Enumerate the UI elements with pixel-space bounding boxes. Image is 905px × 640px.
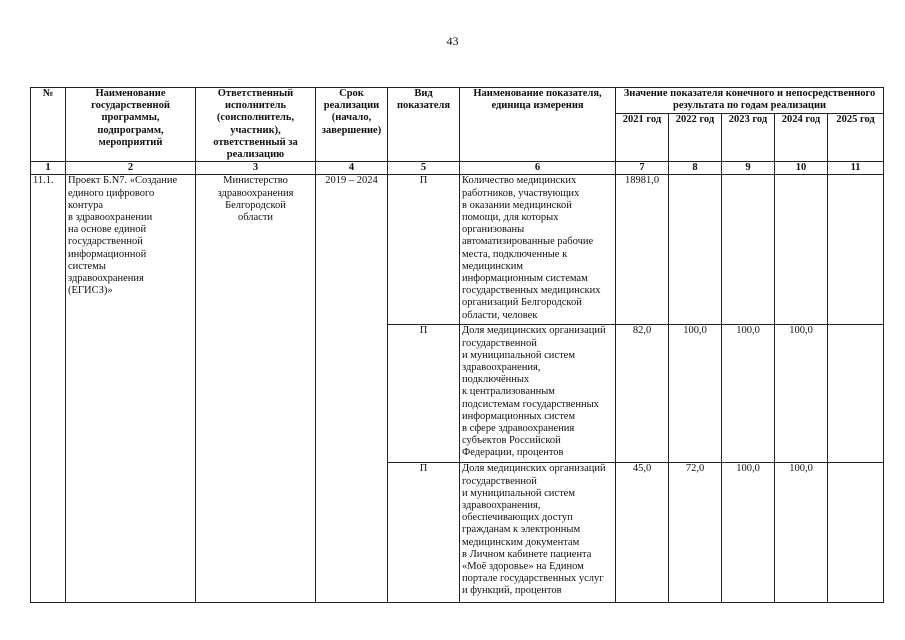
measure-name: Проект Б.N7. «Создание единого цифрового контура в здравоохранении на основе единой государственной информационной системы здравоохранения (ЕГИСЗ)» [66,175,196,603]
column-number: 4 [316,162,388,175]
indicator-name: Количество медицинских работников, участвующих в оказании медицинской помощи, для которых организованы автоматизированные рабочие места, подключенные к медицинским информационным системам государственных медицинских организаций Белгородской области, человек [460,175,616,325]
measure-number: 11.1. [31,175,66,603]
indicator-value [828,325,884,463]
indicator-type: П [388,175,460,325]
indicator-value [775,175,828,325]
indicator-value: 45,0 [616,463,669,603]
indicator-name: Доля медицинских организаций государственной и муниципальной систем здравоохранения, обеспечивающих доступ гражданам к электронным медицинским документам в Личном кабинете пациента «Моё здоровье» на Едином портале государственных услуг и функций, процентов [460,463,616,603]
header-year: 2025 год [828,113,884,162]
indicator-value: 100,0 [722,463,775,603]
indicator-value: 100,0 [775,325,828,463]
table-row [31,175,884,325]
header-year: 2021 год [616,113,669,162]
column-number: 11 [828,162,884,175]
header-executor: Ответственный исполнитель (соисполнитель, участник), ответственный за реализацию [196,88,316,162]
column-number-row [31,162,884,175]
column-number: 6 [460,162,616,175]
header-values-group: Значение показателя конечного и непосредственного результата по годам реализации [616,88,884,114]
column-number: 7 [616,162,669,175]
indicator-value [828,463,884,603]
header-year: 2023 год [722,113,775,162]
header-indicator-name: Наименование показателя, единица измерения [460,88,616,162]
program-table [30,87,884,603]
column-number: 5 [388,162,460,175]
header-row-1 [31,88,884,114]
column-number: 9 [722,162,775,175]
indicator-value: 100,0 [722,325,775,463]
indicator-value: 82,0 [616,325,669,463]
column-number: 3 [196,162,316,175]
indicator-name: Доля медицинских организаций государственной и муниципальной систем здравоохранения, подключённых к централизованным подсистемам государственных информационных систем в сфере здравоохранения субъектов Российской Федерации, процентов [460,325,616,463]
indicator-value: 72,0 [669,463,722,603]
page-number: 43 [446,34,459,48]
indicator-value: 18981,0 [616,175,669,325]
header-number: № [31,88,66,162]
column-number: 10 [775,162,828,175]
header-program-name: Наименование государственной программы, подпрограмм, мероприятий [66,88,196,162]
column-number: 8 [669,162,722,175]
measure-executor: Министерство здравоохранения Белгородской области [196,175,316,603]
indicator-value: 100,0 [669,325,722,463]
indicator-type: П [388,325,460,463]
header-period: Срок реализации (начало, завершение) [316,88,388,162]
indicator-value [828,175,884,325]
header-indicator-type: Вид показателя [388,88,460,162]
indicator-value [722,175,775,325]
indicator-value [669,175,722,325]
column-number: 2 [66,162,196,175]
indicator-type: П [388,463,460,603]
header-year: 2022 год [669,113,722,162]
column-number: 1 [31,162,66,175]
measure-period: 2019 – 2024 [316,175,388,603]
indicator-value: 100,0 [775,463,828,603]
header-year: 2024 год [775,113,828,162]
